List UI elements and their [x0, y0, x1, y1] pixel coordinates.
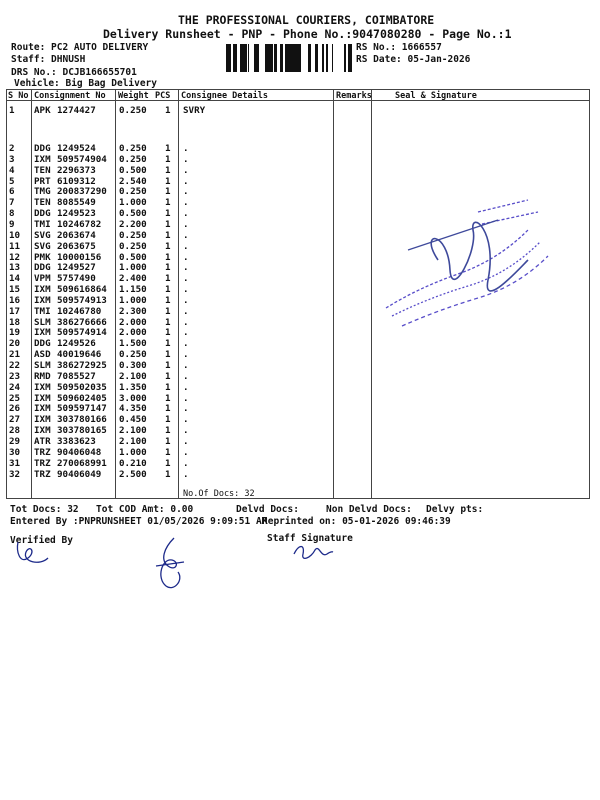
- company-title: THE PROFESSIONAL COURIERS, COIMBATORE: [178, 13, 435, 27]
- row-consignment-no: 509616864: [57, 284, 107, 296]
- tot-docs: Tot Docs: 32: [10, 504, 79, 515]
- row-pcs: 1: [165, 414, 171, 426]
- row-consignee-details: .: [183, 186, 189, 198]
- row-weight: 0.250: [119, 240, 147, 252]
- row-pcs: 1: [165, 229, 171, 241]
- row-consignment-code: RMD: [34, 370, 51, 382]
- row-weight: 0.250: [119, 186, 147, 198]
- row-consignment-code: ATR: [34, 435, 51, 447]
- row-sno: 24: [9, 381, 21, 393]
- row-pcs: 1: [165, 305, 171, 317]
- row-weight: 0.210: [119, 457, 147, 469]
- row-pcs: 1: [165, 251, 171, 263]
- vehicle-label: Vehicle: Big Bag Delivery: [14, 78, 157, 89]
- row-consignment-code: TMI: [34, 305, 51, 317]
- row-sno: 20: [9, 338, 21, 350]
- row-consignee-details: .: [183, 143, 189, 154]
- row-weight: 3.000: [119, 392, 147, 404]
- row-pcs: 1: [165, 164, 171, 176]
- row-sno: 14: [9, 273, 21, 285]
- row-consignment-no: 3383623: [57, 435, 96, 447]
- row-pcs: 1: [165, 457, 171, 469]
- staff-label: Staff: DHNUSH: [11, 54, 86, 65]
- row-weight: 0.500: [119, 208, 147, 220]
- row-consignment-no: 2296373: [57, 164, 96, 176]
- row-consignment-code: ASD: [34, 349, 51, 361]
- row-consignee-details: .: [183, 175, 189, 187]
- row-consignee-details: .: [183, 327, 189, 339]
- row-consignee-details: .: [183, 425, 189, 437]
- row-consignment-no: 386276666: [57, 316, 107, 328]
- row-consignment-no: 200837290: [57, 186, 107, 198]
- row-sno: 13: [9, 262, 21, 274]
- row-consignment-no: 1249526: [57, 338, 96, 350]
- row-weight: 4.350: [119, 403, 147, 415]
- row-pcs: 1: [165, 446, 171, 458]
- row-pcs: 1: [165, 294, 171, 306]
- row-pcs: 1: [165, 349, 171, 361]
- row-consignment-no: 509574914: [57, 327, 107, 339]
- tot-cod-amt: Tot COD Amt: 0.00: [96, 504, 194, 515]
- row-weight: 2.400: [119, 273, 147, 285]
- row-consignment-code: PRT: [34, 175, 51, 187]
- row-consignee-details: .: [183, 457, 189, 469]
- row-consignee-details: .: [183, 414, 189, 426]
- row-weight: 1.150: [119, 284, 147, 296]
- row-consignment-no: 90406049: [57, 468, 102, 480]
- row-consignment-no: 1249527: [57, 262, 96, 274]
- verified-by-label: Verified By: [10, 535, 73, 546]
- row-consignment-no: 2063674: [57, 229, 96, 241]
- row-sno: 6: [9, 186, 15, 198]
- row-pcs: 1: [165, 208, 171, 220]
- row-weight: 2.540: [119, 175, 147, 187]
- col-header-weight: Weight: [118, 91, 149, 101]
- row-weight: 1.350: [119, 381, 147, 393]
- row-sno: 32: [9, 468, 21, 480]
- row-consignee-details: .: [183, 446, 189, 458]
- row-sno: 10: [9, 229, 21, 241]
- row-sno: 16: [9, 294, 21, 306]
- row-consignment-code: IXM: [34, 327, 51, 339]
- seal-stamp-icon: [378, 190, 556, 338]
- row-consignee-details: .: [183, 435, 189, 447]
- row-consignee-details: .: [183, 392, 189, 404]
- row-consignee-details: .: [183, 284, 189, 296]
- row-pcs: 1: [165, 370, 171, 382]
- row-weight: 0.250: [119, 349, 147, 361]
- row-weight: 0.250: [119, 229, 147, 241]
- row-pcs: 1: [165, 105, 171, 116]
- row-consignment-no: 1274427: [57, 105, 96, 116]
- row-pcs: 1: [165, 240, 171, 252]
- row-consignment-code: DDG: [34, 338, 51, 350]
- signature-mark-icon: [150, 536, 190, 592]
- row-sno: 5: [9, 175, 15, 187]
- row-weight: 1.000: [119, 262, 147, 274]
- row-consignment-code: DDG: [34, 143, 51, 154]
- row-consignee-details: .: [183, 403, 189, 415]
- row-consignment-no: 270068991: [57, 457, 107, 469]
- row-consignment-no: 10246780: [57, 305, 102, 317]
- entered-by: Entered By :PNPRUNSHEET 01/05/2026 9:09:51 AM: [10, 516, 268, 527]
- row-consignment-no: 5757490: [57, 273, 96, 285]
- row-weight: 1.000: [119, 294, 147, 306]
- row-weight: 1.000: [119, 446, 147, 458]
- row-consignment-code: IXM: [34, 425, 51, 437]
- row-sno: 1: [9, 105, 15, 116]
- row-consignment-no: 509574913: [57, 294, 107, 306]
- row-pcs: 1: [165, 435, 171, 447]
- col-header-sno: S No: [8, 91, 29, 101]
- row-weight: 0.250: [119, 105, 147, 116]
- row-consignment-code: VPM: [34, 273, 51, 285]
- row-sno: 15: [9, 284, 21, 296]
- row-pcs: 1: [165, 153, 171, 165]
- row-consignment-no: 509602405: [57, 392, 107, 404]
- row-consignee-details: .: [183, 468, 189, 480]
- row-consignee-details: .: [183, 240, 189, 252]
- row-consignee-details: .: [183, 164, 189, 176]
- row-consignment-no: 8085549: [57, 197, 96, 209]
- row-consignment-code: APK: [34, 105, 51, 116]
- row-pcs: 1: [165, 392, 171, 404]
- row-weight: 0.500: [119, 251, 147, 263]
- row-consignee-details: .: [183, 262, 189, 274]
- row-weight: 0.250: [119, 143, 147, 154]
- row-consignment-code: TEN: [34, 164, 51, 176]
- row-consignee-details: .: [183, 360, 189, 371]
- row-pcs: 1: [165, 327, 171, 339]
- row-consignee-details: .: [183, 251, 189, 263]
- row-sno: 2: [9, 143, 15, 154]
- row-consignment-no: 303780166: [57, 414, 107, 426]
- row-consignment-no: 303780165: [57, 425, 107, 437]
- row-pcs: 1: [165, 186, 171, 198]
- row-weight: 2.500: [119, 468, 147, 480]
- row-consignment-no: 509597147: [57, 403, 107, 415]
- row-sno: 23: [9, 370, 21, 382]
- row-consignment-code: IXM: [34, 403, 51, 415]
- row-consignment-code: IXM: [34, 294, 51, 306]
- row-consignment-code: SLM: [34, 316, 51, 328]
- no-of-docs: No.Of Docs: 32: [183, 489, 255, 499]
- row-consignment-no: 1249524: [57, 143, 96, 154]
- row-consignment-code: DDG: [34, 208, 51, 220]
- row-consignment-code: PMK: [34, 251, 51, 263]
- col-header-remarks: Remarks: [336, 91, 372, 101]
- row-weight: 2.000: [119, 316, 147, 328]
- col-header-consignment: Consignment No: [34, 91, 106, 101]
- row-weight: 2.100: [119, 370, 147, 382]
- row-consignment-code: SVG: [34, 229, 51, 241]
- row-consignee-details: .: [183, 218, 189, 230]
- non-delvd-docs: Non Delvd Docs:: [326, 504, 412, 515]
- row-consignment-code: IXM: [34, 381, 51, 393]
- staff-signature-icon: [291, 540, 335, 564]
- col-header-pcs: PCS: [155, 91, 171, 101]
- row-sno: 21: [9, 349, 21, 361]
- row-sno: 18: [9, 316, 21, 328]
- row-sno: 7: [9, 197, 15, 209]
- row-pcs: 1: [165, 218, 171, 230]
- row-consignment-no: 40019646: [57, 349, 102, 361]
- row-weight: 0.450: [119, 414, 147, 426]
- row-sno: 3: [9, 153, 15, 165]
- reprinted-on: Reprinted on: 05-01-2026 09:46:39: [262, 516, 451, 527]
- row-weight: 0.250: [119, 153, 147, 165]
- row-consignment-code: TMG: [34, 186, 51, 198]
- col-header-consignee: Consignee Details: [181, 91, 268, 101]
- row-consignee-details: .: [183, 316, 189, 328]
- row-consignee-details: .: [183, 153, 189, 165]
- row-sno: 27: [9, 414, 21, 426]
- row-sno: 25: [9, 392, 21, 404]
- row-sno: 8: [9, 208, 15, 220]
- row-consignment-code: TEN: [34, 197, 51, 209]
- row-sno: 31: [9, 457, 21, 469]
- delvy-pts: Delvy pts:: [426, 504, 484, 515]
- row-sno: 4: [9, 164, 15, 176]
- row-consignment-no: 7085527: [57, 370, 96, 382]
- row-consignment-code: TRZ: [34, 446, 51, 458]
- row-pcs: 1: [165, 284, 171, 296]
- row-sno: 30: [9, 446, 21, 458]
- row-consignment-no: 2063675: [57, 240, 96, 252]
- row-consignee-details: .: [183, 381, 189, 393]
- row-weight: 2.100: [119, 435, 147, 447]
- row-pcs: 1: [165, 197, 171, 209]
- row-pcs: 1: [165, 143, 171, 154]
- row-sno: 28: [9, 425, 21, 437]
- delvd-docs: Delvd Docs:: [236, 504, 299, 515]
- row-consignment-no: 1249523: [57, 208, 96, 220]
- rs-number: RS No.: 1666557: [356, 42, 442, 53]
- rs-date: RS Date: 05-Jan-2026: [356, 54, 471, 65]
- row-pcs: 1: [165, 273, 171, 285]
- row-consignee-details: .: [183, 305, 189, 317]
- staff-signature-label: Staff Signature: [267, 533, 353, 544]
- row-weight: 2.300: [119, 305, 147, 317]
- row-consignee-details: SVRY: [183, 105, 206, 116]
- drs-number: DRS No.: DCJB166655701: [11, 67, 137, 78]
- row-consignee-details: .: [183, 208, 189, 220]
- row-pcs: 1: [165, 360, 171, 371]
- row-consignment-code: DDG: [34, 262, 51, 274]
- row-sno: 29: [9, 435, 21, 447]
- row-weight: 0.500: [119, 164, 147, 176]
- runsheet-subtitle: Delivery Runsheet - PNP - Phone No.:9047080280 - Page No.:1: [103, 27, 512, 41]
- row-consignee-details: .: [183, 338, 189, 350]
- row-weight: 2.100: [119, 425, 147, 437]
- row-sno: 12: [9, 251, 21, 263]
- row-consignment-code: TRZ: [34, 468, 51, 480]
- row-consignment-no: 10000156: [57, 251, 102, 263]
- row-consignment-no: 509574904: [57, 153, 107, 165]
- row-consignment-no: 509502035: [57, 381, 107, 393]
- row-weight: 1.500: [119, 338, 147, 350]
- row-pcs: 1: [165, 425, 171, 437]
- row-weight: 0.300: [119, 360, 147, 371]
- row-consignment-no: 6109312: [57, 175, 96, 187]
- row-consignment-no: 386272925: [57, 360, 107, 371]
- row-consignment-no: 90406048: [57, 446, 102, 458]
- row-consignee-details: .: [183, 349, 189, 361]
- row-consignment-no: 10246782: [57, 218, 102, 230]
- row-pcs: 1: [165, 175, 171, 187]
- row-consignee-details: .: [183, 294, 189, 306]
- row-pcs: 1: [165, 262, 171, 274]
- row-consignment-code: SLM: [34, 360, 51, 371]
- route-label: Route: PC2 AUTO DELIVERY: [11, 42, 149, 53]
- row-consignment-code: TMI: [34, 218, 51, 230]
- col-header-seal: Seal & Signature: [395, 91, 477, 101]
- barcode: [226, 44, 352, 72]
- row-consignment-code: IXM: [34, 284, 51, 296]
- row-consignment-code: TRZ: [34, 457, 51, 469]
- row-consignee-details: .: [183, 273, 189, 285]
- row-consignee-details: .: [183, 370, 189, 382]
- row-sno: 17: [9, 305, 21, 317]
- row-sno: 9: [9, 218, 15, 230]
- verifier-signature-icon: [14, 538, 54, 568]
- row-consignment-code: IXM: [34, 414, 51, 426]
- row-pcs: 1: [165, 468, 171, 480]
- row-pcs: 1: [165, 316, 171, 328]
- row-consignee-details: .: [183, 229, 189, 241]
- row-consignment-code: IXM: [34, 392, 51, 404]
- row-consignment-code: IXM: [34, 153, 51, 165]
- row-pcs: 1: [165, 403, 171, 415]
- row-sno: 22: [9, 360, 21, 371]
- row-sno: 11: [9, 240, 21, 252]
- row-consignee-details: .: [183, 197, 189, 209]
- row-sno: 26: [9, 403, 21, 415]
- row-pcs: 1: [165, 338, 171, 350]
- row-weight: 2.000: [119, 327, 147, 339]
- row-weight: 2.200: [119, 218, 147, 230]
- row-pcs: 1: [165, 381, 171, 393]
- row-weight: 1.000: [119, 197, 147, 209]
- row-consignment-code: SVG: [34, 240, 51, 252]
- row-sno: 19: [9, 327, 21, 339]
